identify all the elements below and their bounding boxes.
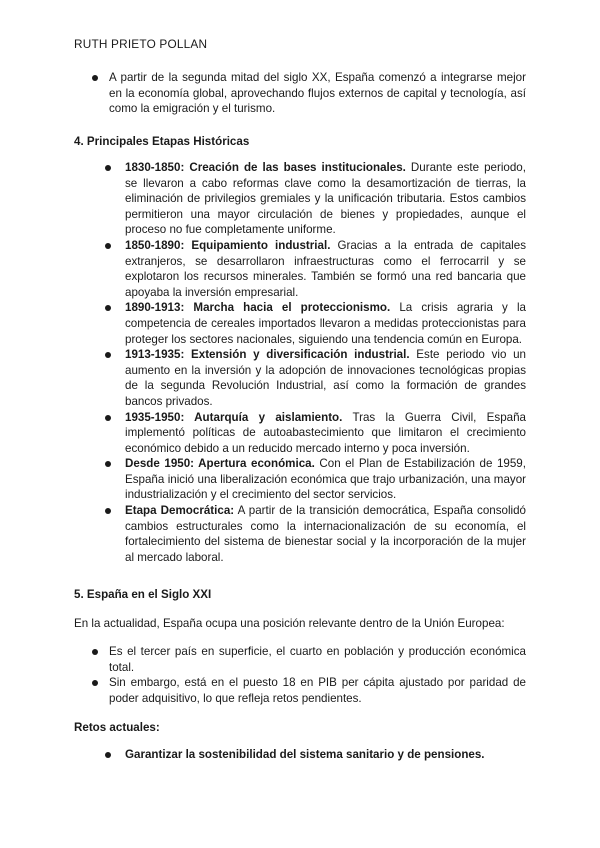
retos-heading: Retos actuales: [74,721,160,734]
list-item-text: Es el tercer país en superficie, el cuarto en población y producción económica total. [109,645,526,674]
section-5-intro: En la actualidad, España ocupa una posición relevante dentro de la Unión Europea: [74,617,505,630]
stage-title: Etapa Democrática: [125,504,235,518]
stage-title: Desde 1950: Apertura económica. [125,457,315,471]
list-item [91,160,526,238]
retos-item-text: Garantizar la sostenibilidad del sistema sanitario y de pensiones. [125,748,485,761]
bullet-icon [105,415,111,421]
stage-text: Tras la Guerra Civil, España implementó políticas de autoabastecimiento que limitaron el crecimiento económico debido a un reducido mercado interno y poca inversión. [125,410,527,455]
bullet-icon [105,352,111,358]
list-item [91,347,526,409]
list-item [91,503,526,565]
stage-text: Gracias a la entrada de capitales extranjeros, se desarrollaron infraestructuras como el ferrocarril y se explotaron los recursos minerales. También se formó una red bancaria que apoyaba la inversión empresarial. [125,238,527,299]
section-5-heading: 5. España en el Siglo XXI [74,588,212,601]
stage-title: 1913-1935: Extensión y diversificación industrial. [125,348,410,362]
intro-list [74,70,526,117]
section-4-heading: 4. Principales Etapas Históricas [74,135,250,148]
stage-text: La crisis agraria y la competencia de cereales importados llevaron a medidas proteccionistas para proteger los sectores nacionales, siguiendo una tendencia común en Europa. [125,301,526,346]
list-item [91,300,526,347]
bullet-icon [105,508,111,514]
list-item [91,238,526,300]
list-item-text: Sin embargo, está en el puesto 18 en PIB per cápita ajustado por paridad de poder adquisitivo, lo que refleja retos pendientes. [109,676,526,705]
bullet-icon [105,243,111,249]
bullet-icon [92,75,98,81]
stages-list [74,160,526,565]
stage-text: Este periodo vio un aumento en la inversión y la adopción de innovaciones tecnológicas propias de la segunda Revolución Industrial, así como la formación de grandes bancos privados. [125,348,526,408]
bullet-icon [92,649,98,655]
list-item [74,70,526,117]
list-item [91,456,526,503]
retos-list [74,747,526,763]
stage-title: 1850-1890: Equipamiento industrial. [125,238,331,252]
bullet-icon [92,680,98,686]
stage-text: A partir de la transición democrática, España consolidó cambios estructurales como la internacionalización de su economía, el fortalecimiento del sistema de bienestar social y la incorporación de la mujer al mercado laboral. [125,504,527,564]
list-item [74,675,526,706]
intro-bullet-text: A partir de la segunda mitad del siglo XX, España comenzó a integrarse mejor en la economía global, aprovechando flujos externos de capital y tecnología, así como la emigración y el turismo. [109,71,526,116]
list-item [91,747,526,763]
bullet-icon [105,461,111,467]
stage-title: 1890-1913: Marcha hacia el proteccionismo. [125,301,391,315]
section-5-list [74,644,526,706]
stage-title: 1830-1850: Creación de las bases institucionales. [125,161,406,174]
stage-title: 1935-1950: Autarquía y aislamiento. [125,410,343,424]
bullet-icon [105,752,111,758]
page-header: RUTH PRIETO POLLAN [74,37,208,51]
list-item [74,644,526,675]
bullet-icon [105,165,111,171]
stage-text: Durante este periodo, se llevaron a cabo reformas clave como la desamortización de tierras, la eliminación de privilegios gremiales y la unificación tributaria. Estos cambios permitieron una mayor circulación de bienes y propiedades, aunque el proceso no fue completamente uniforme. [125,161,526,237]
stage-text: Con el Plan de Estabilización de 1959, España inició una liberalización económica que trajo urbanización, una mayor industrialización y el crecimiento del sector servicios. [125,457,526,502]
list-item [91,410,526,457]
bullet-icon [105,305,111,311]
